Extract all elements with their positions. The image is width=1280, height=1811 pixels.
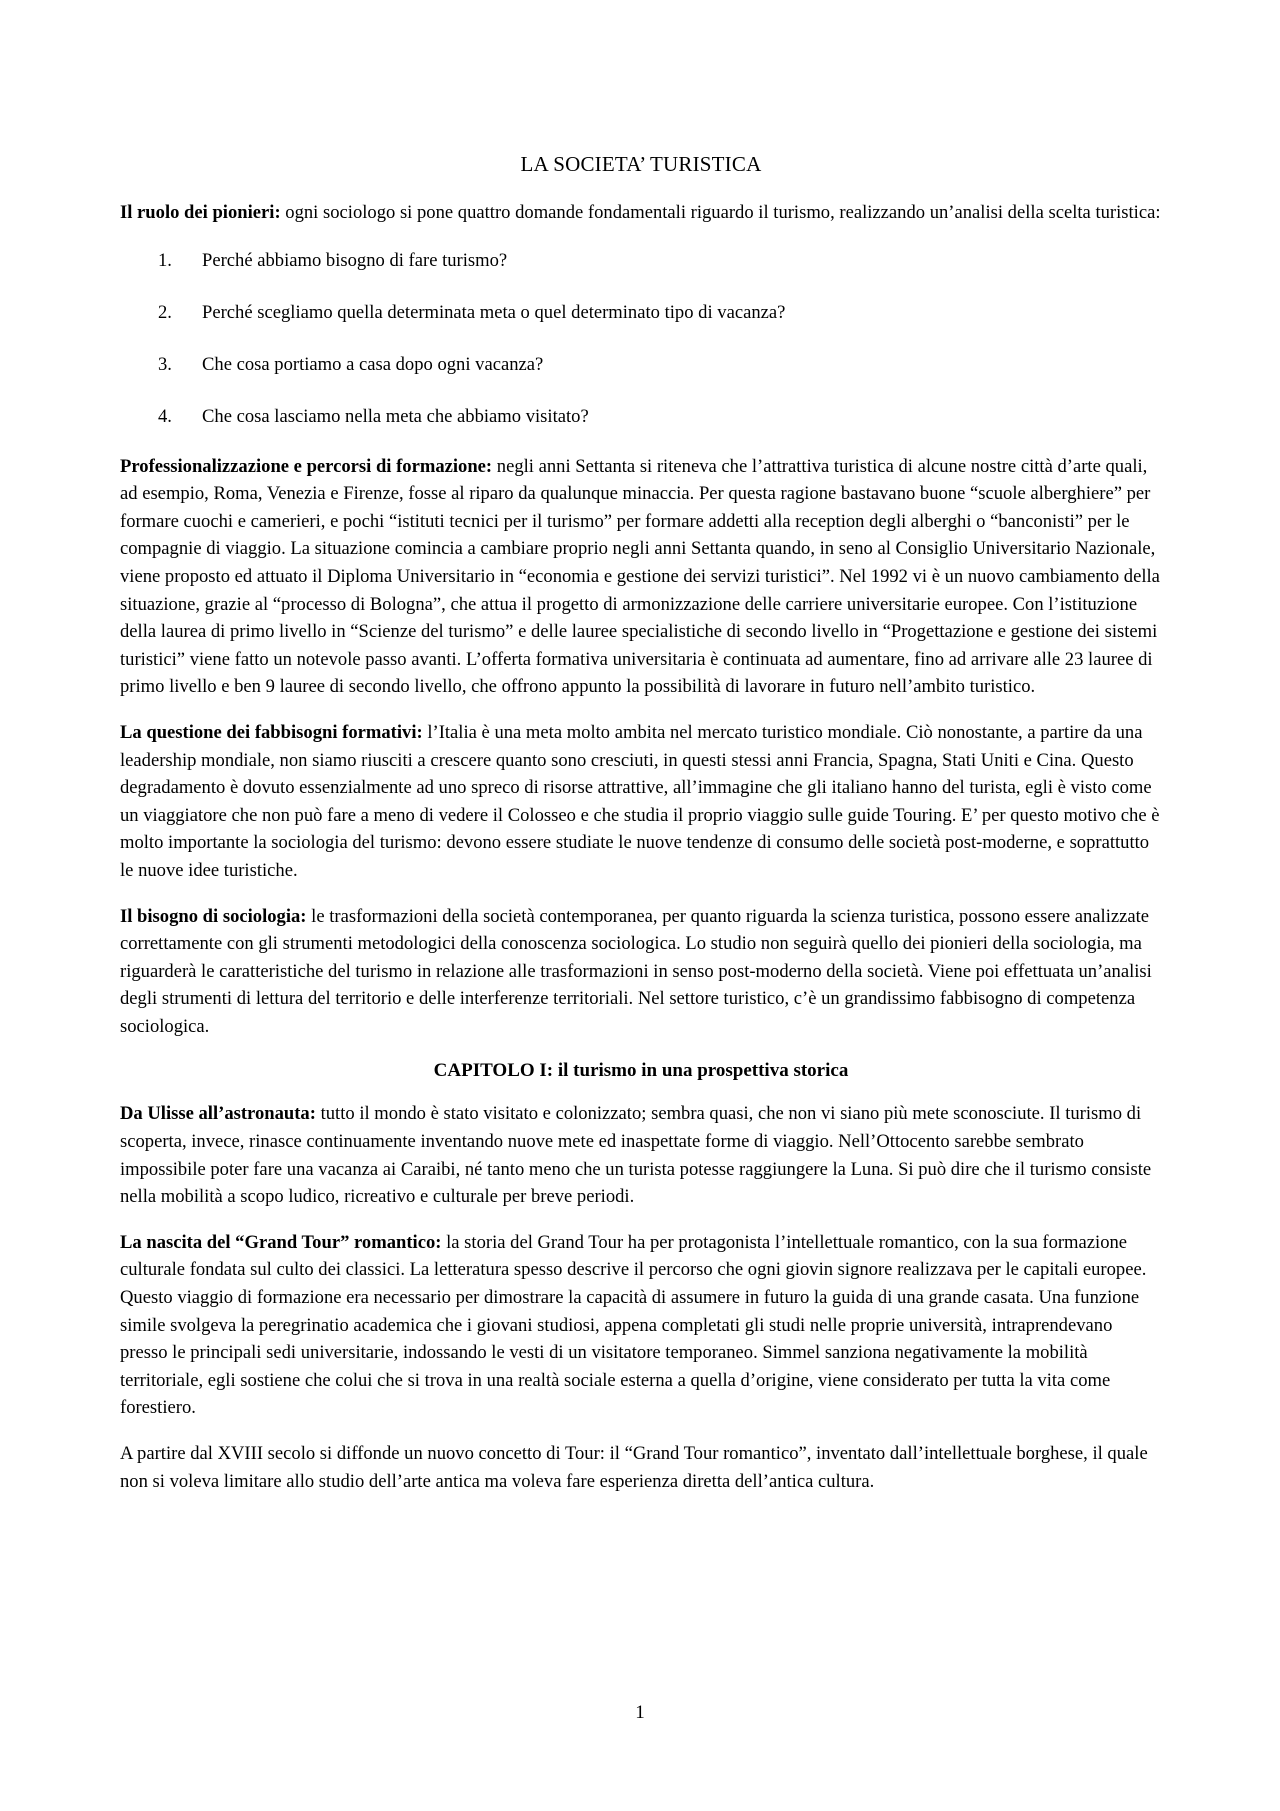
list-item: [120, 247, 1162, 274]
section-fabbisogni-formativi: [120, 719, 1162, 885]
section-heading: Da Ulisse all’astronauta:: [120, 1103, 316, 1125]
section-bisogno-sociologia: [120, 903, 1162, 1041]
section-text: la storia del Grand Tour ha per protagonista l’intellettuale romantico, con la sua formazione culturale fondata sul culto dei classici. La letteratura spesso descrive il percorso che ogni giovin signore realizzava per le capitali europee. Questo viaggio di formazione era necessario per dimostrare la capacità di assumere in futuro la guida di una grande casata. Una funzione simile svolgeva la peregrinatio academica che i giovani studiosi, appena completati gli studi nelle proprie università, intraprendevano presso le principali sedi universitarie, indossando le vesti di un visitatore temporaneo. Simmel sanziona negativamente la mobilità territoriale, egli sostiene che colui che si trova in una realtà sociale esterna a quella d’origine, viene considerato per tutta la vita come forestiero.: [120, 1231, 1147, 1419]
section-text: tutto il mondo è stato visitato e colonizzato; sembra quasi, che non vi siano più mete sconosciute. Il turismo di scoperta, invece, rinasce continuamente inventando nuove mete ed inaspettate forme di viaggio. Nell’Ottocento sarebbe sembrato impossibile poter fare una vacanza ai Caraibi, né tanto meno che un turista potesse raggiungere la Luna. Si può dire che il turismo consiste nella mobilità a scopo ludico, ricreativo e culturale per breve periodi.: [120, 1103, 1152, 1208]
section-professionalizzazione: [120, 453, 1162, 701]
list-number: 4.: [158, 405, 172, 427]
intro-heading: Il ruolo dei pionieri:: [120, 202, 281, 223]
section-text: negli anni Settanta si riteneva che l’attrattiva turistica di alcune nostre città d’arte quali, ad esempio, Roma, Venezia e Firenze, fosse al riparo da qualunque minaccia. Per questa ragione bastavano buone “scuole alberghiere” per formare cuochi e camerieri, e pochi “istituti tecnici per il turismo” per formare addetti alla reception degli alberghi o “banconisti” per le compagnie di viaggio. La situazione comincia a cambiare proprio negli anni Settanta quando, in seno al Consiglio Universitario Nazionale, viene proposto ed attuato il Diploma Universitario in “economia e gestione dei servizi turistici”. Nel 1992 vi è un nuovo cambiamento della situazione, grazie al “processo di Bologna”, che attua il progetto di armonizzazione delle carriere universitarie europee. Con l’istituzione della laurea di primo livello in “Scienze del turismo” e delle lauree specialistiche di secondo livello in “Progettazione e gestione dei sistemi turistici” viene fatto un notevole passo avanti. L’offerta formativa universitaria è continuata ad aumentare, fino ad arrivare alle 23 lauree di primo livello e ben 9 lauree di secondo livello, che offrono appunto la possibilità di lavorare in futuro nell’ambito turistico.: [120, 455, 1160, 698]
section-ulisse-astronauta: [120, 1100, 1162, 1210]
section-text: l’Italia è una meta molto ambita nel mercato turistico mondiale. Ciò nonostante, a partire da una leadership mondiale, non siamo riusciti a crescere quanto sono cresciuti, in questi stessi anni Francia, Spagna, Stati Uniti e Cina. Questo degradamento è dovuto essenzialmente ad uno spreco di risorse attrattive, all’immagine che gli italiano hanno del turista, egli è visto come un viaggiatore che non può fare a meno di vedere il Colosseo e che studia il proprio viaggio sulle guide Touring. E’ per questo motivo che è molto importante la sociologia del turismo: devono essere studiate le nuove tendenze di consumo delle società post-moderne, e soprattutto le nuove idee turistiche.: [120, 721, 1160, 881]
document-title: LA SOCIETA’ TURISTICA: [520, 152, 762, 176]
section-text: le trasformazioni della società contemporanea, per quanto riguarda la scienza turistica, possono essere analizzate correttamente con gli strumenti metodologici della conoscenza sociologica. Lo studio non seguirà quello dei pionieri della sociologia, ma riguarderà le caratteristiche del turismo in relazione alle trasformazioni in senso post-moderno della società. Viene poi effettuata un’analisi degli strumenti di lettura del territorio e delle interferenze territoriali. Nel settore turistico, c’è un grandissimo fabbisogno di competenza sociologica.: [120, 905, 1152, 1037]
list-number: 2.: [158, 301, 172, 323]
page-number: 1: [635, 1702, 645, 1723]
list-text: Che cosa portiamo a casa dopo ogni vacanza?: [202, 353, 544, 375]
section-grand-tour: [120, 1229, 1162, 1422]
list-text: Perché abbiamo bisogno di fare turismo?: [202, 249, 508, 271]
chapter-title: CAPITOLO I: il turismo in una prospettiva storica: [433, 1060, 849, 1082]
section-heading: La nascita del “Grand Tour” romantico:: [120, 1231, 442, 1253]
list-item: [120, 351, 1162, 378]
list-number: 3.: [158, 353, 172, 375]
section-heading: La questione dei fabbisogni formativi:: [120, 721, 423, 743]
list-text: Che cosa lasciamo nella meta che abbiamo visitato?: [202, 405, 589, 427]
list-item: [120, 403, 1162, 430]
list-text: Perché scegliamo quella determinata meta o quel determinato tipo di vacanza?: [202, 301, 786, 323]
list-item: [120, 299, 1162, 326]
list-number: 1.: [158, 249, 172, 271]
section-heading: Professionalizzazione e percorsi di formazione:: [120, 455, 493, 477]
section-heading: Il bisogno di sociologia:: [120, 905, 307, 927]
closing-paragraph: A partire dal XVIII secolo si diffonde un nuovo concetto di Tour: il “Grand Tour romantico”, inventato dall’intellettuale borghese, il quale non si voleva limitare allo studio dell’arte antica ma voleva fare esperienza diretta dell’antica cultura.: [120, 1443, 1148, 1492]
intro-text: ogni sociologo si pone quattro domande fondamentali riguardo il turismo, realizzando un’analisi della scelta turistica:: [280, 202, 1161, 223]
intro-paragraph: [120, 199, 1162, 227]
questions-list: [120, 247, 1162, 430]
